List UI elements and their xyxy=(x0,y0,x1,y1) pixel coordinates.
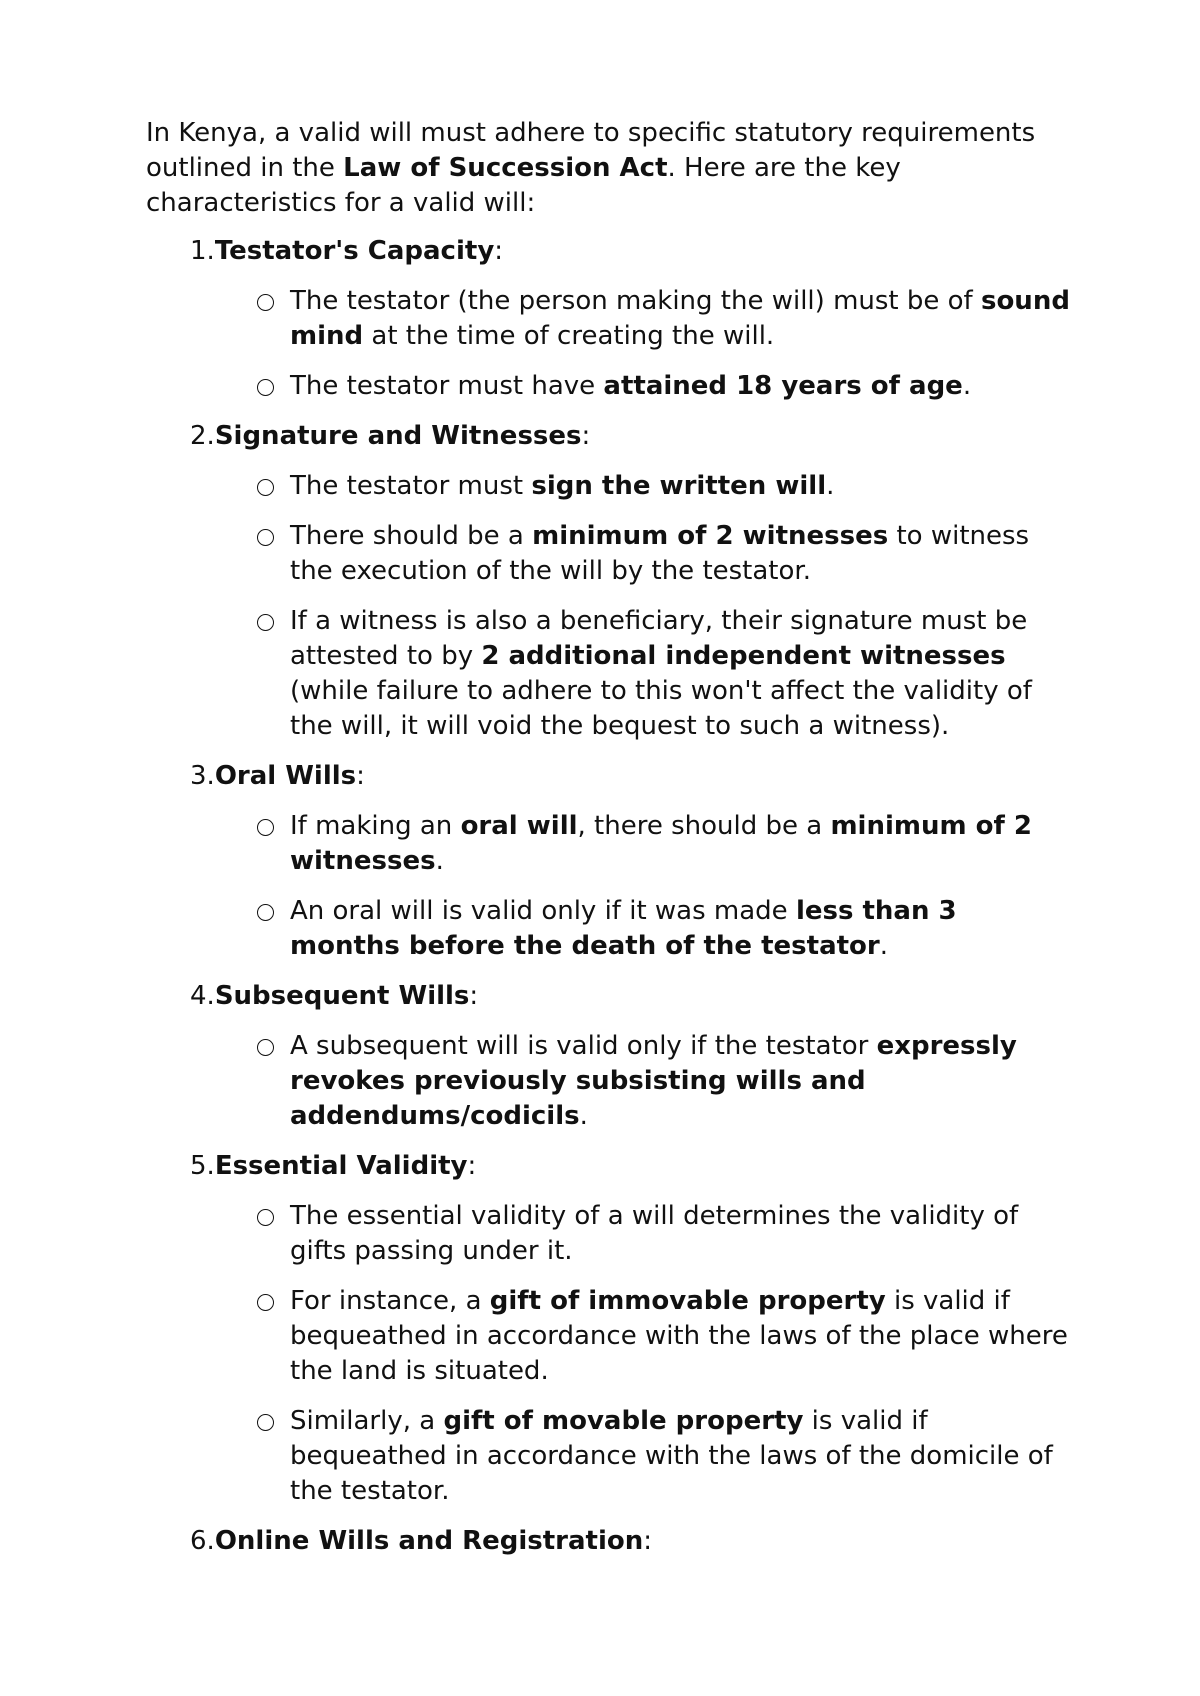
hollow-circle-bullet-icon xyxy=(257,904,274,921)
bold-text: attained 18 years of age xyxy=(603,371,963,401)
section-item xyxy=(190,1524,1070,1559)
requirements-list xyxy=(190,234,1070,1574)
section-item xyxy=(190,419,1070,744)
bullet-item xyxy=(257,369,1070,404)
intro-paragraph xyxy=(146,116,1086,221)
bold-text: gift of immovable property xyxy=(489,1286,886,1316)
section-heading xyxy=(190,1149,1070,1184)
bullet-list xyxy=(190,1199,1070,1509)
bullet-text: is valid if bequeathed in accordance with the laws of the domicile of the testator. xyxy=(290,1406,1053,1506)
bullet-text: to witness the execution of the will by the testator. xyxy=(290,521,1030,586)
bullet-item xyxy=(257,809,1070,879)
bullet-list xyxy=(190,284,1070,404)
bullet-text: . xyxy=(962,371,972,401)
bullet-list xyxy=(190,809,1070,964)
section-title: Subsequent Wills xyxy=(214,981,470,1011)
bullet-text: The testator must xyxy=(290,471,532,501)
section-title: Signature and Witnesses xyxy=(214,421,582,451)
bullet-item xyxy=(257,1029,1070,1134)
section-heading xyxy=(190,759,1070,794)
bullet-text: If making an xyxy=(290,811,461,841)
hollow-circle-bullet-icon xyxy=(257,479,274,496)
bold-text: expressly revokes previously subsisting wills and addendums/codicils xyxy=(290,1031,1017,1131)
section-colon: : xyxy=(469,981,479,1011)
bullet-text: Similarly, a xyxy=(290,1406,444,1436)
bullet-text: An oral will is valid only if it was made xyxy=(290,896,796,926)
section-number: 6. xyxy=(190,1526,215,1556)
section-number: 1. xyxy=(190,236,215,266)
bullet-item xyxy=(257,604,1070,744)
bold-text: minimum of 2 witnesses xyxy=(532,521,889,551)
section-item xyxy=(190,234,1070,404)
bullet-text: . xyxy=(435,846,444,876)
bullet-text: is valid if bequeathed in accordance with the laws of the place where the land is situated. xyxy=(290,1286,1068,1386)
bullet-text: , there should be a xyxy=(577,811,831,841)
section-title: Oral Wills xyxy=(214,761,357,791)
section-number: 5. xyxy=(190,1151,215,1181)
bold-text: oral will xyxy=(460,811,578,841)
bullet-text: The testator must have xyxy=(290,371,604,401)
bullet-item xyxy=(257,284,1070,354)
section-colon: : xyxy=(581,421,591,451)
intro-text-1: In Kenya, a valid will must adhere to specific statutory requirements outlined in the xyxy=(146,118,1036,183)
hollow-circle-bullet-icon xyxy=(257,379,274,396)
bold-text: 2 additional independent witnesses xyxy=(481,641,1006,671)
hollow-circle-bullet-icon xyxy=(257,294,274,311)
section-number: 3. xyxy=(190,761,215,791)
bullet-text: There should be a xyxy=(290,521,533,551)
bullet-text: A subsequent will is valid only if the testator xyxy=(290,1031,877,1061)
bold-text: sound mind xyxy=(290,286,1070,351)
bullet-text: . xyxy=(579,1101,588,1131)
section-number: 4. xyxy=(190,981,215,1011)
hollow-circle-bullet-icon xyxy=(257,1294,274,1311)
bullet-text: . xyxy=(879,931,889,961)
section-item xyxy=(190,1149,1070,1509)
bullet-text: If a witness is also a beneficiary, their signature must be attested to by xyxy=(290,606,1028,671)
hollow-circle-bullet-icon xyxy=(257,1414,274,1431)
hollow-circle-bullet-icon xyxy=(257,1209,274,1226)
intro-text-2: . Here are the key characteristics for a valid will: xyxy=(146,153,901,218)
hollow-circle-bullet-icon xyxy=(257,819,274,836)
section-heading xyxy=(190,419,1070,454)
section-title: Essential Validity xyxy=(214,1151,468,1181)
bullet-text: at the time of creating the will. xyxy=(363,321,775,351)
bold-text: less than 3 months before the death of the testator xyxy=(290,896,957,961)
bold-text: sign the written will xyxy=(531,471,827,501)
bullet-text: The essential validity of a will determines the validity of gifts passing under it. xyxy=(290,1201,1019,1266)
section-item xyxy=(190,759,1070,964)
section-heading xyxy=(190,234,1070,269)
hollow-circle-bullet-icon xyxy=(257,529,274,546)
bold-text: minimum of 2 witnesses xyxy=(290,811,1032,876)
section-heading xyxy=(190,979,1070,1014)
hollow-circle-bullet-icon xyxy=(257,1039,274,1056)
bullet-list xyxy=(190,469,1070,744)
section-colon: : xyxy=(356,761,365,791)
bold-text: gift of movable property xyxy=(443,1406,804,1436)
bullet-item xyxy=(257,1284,1070,1389)
section-title: Online Wills and Registration xyxy=(214,1526,644,1556)
section-number: 2. xyxy=(190,421,215,451)
section-colon: : xyxy=(467,1151,477,1181)
bullet-text: For instance, a xyxy=(290,1286,490,1316)
bullet-item xyxy=(257,469,1070,504)
section-colon: : xyxy=(643,1526,653,1556)
bullet-text: (while failure to adhere to this won't affect the validity of the will, it will void the bequest to such a witness). xyxy=(290,676,1032,741)
section-colon: : xyxy=(494,236,504,266)
section-heading xyxy=(190,1524,1070,1559)
hollow-circle-bullet-icon xyxy=(257,614,274,631)
bullet-text: . xyxy=(826,471,835,501)
bullet-item xyxy=(257,1404,1070,1509)
bullet-item xyxy=(257,1199,1070,1269)
section-title: Testator's Capacity xyxy=(214,236,495,266)
bullet-item xyxy=(257,894,1070,964)
section-item xyxy=(190,979,1070,1134)
bullet-item xyxy=(257,519,1070,589)
bullet-list xyxy=(190,1029,1070,1134)
bullet-text: The testator (the person making the will) must be of xyxy=(290,286,981,316)
intro-act-name: Law of Succession Act xyxy=(343,153,668,183)
